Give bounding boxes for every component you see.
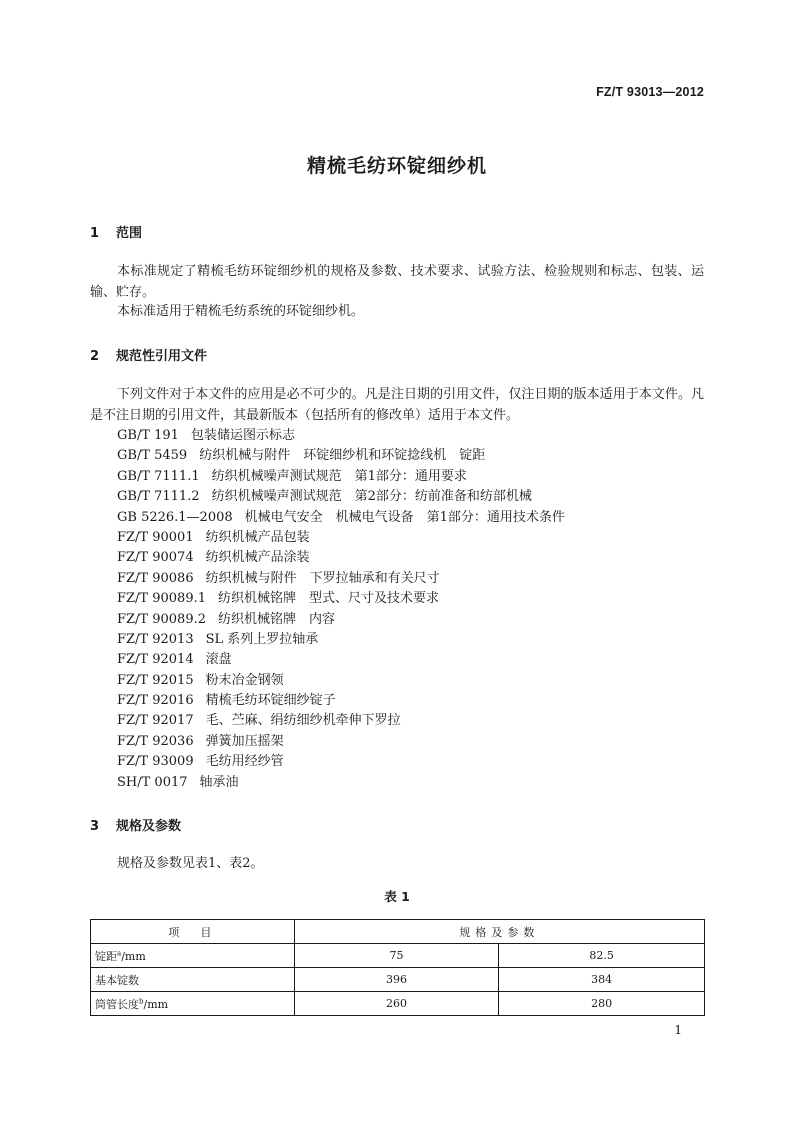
reference-title: 纺织机械铭牌 型式、尺寸及技术要求 [218,591,440,607]
reference-title: 包装储运图示标志 [190,428,295,443]
reference-code: FZ/T 90089.1 [117,591,206,607]
reference-item [117,426,565,446]
row-label-cell [91,992,295,1016]
reference-item [117,671,565,691]
section-1-heading [90,222,142,241]
row-label: 基本锭数 [95,973,139,987]
reference-item [117,752,565,772]
reference-title: 毛纺用经纱管 [205,754,284,770]
reference-title: 纺织机械产品包装 [205,529,310,545]
reference-title: 纺织机械产品涂装 [205,550,310,566]
table-caption: 表 1 [384,889,410,904]
reference-code: FZ/T 92013 [117,631,194,647]
reference-title: 纺织机械与附件 下罗拉轴承和有关尺寸 [205,570,440,586]
footnote-marker: a [117,948,122,957]
reference-item [117,528,565,548]
row-unit: /mm [121,949,146,963]
reference-title: 轴承油 [199,774,239,790]
value-cell: 82.5 [499,944,705,968]
reference-code: GB/T 5459 [117,448,188,464]
section-number: 2 [90,349,100,364]
reference-item [117,487,565,507]
reference-item [117,773,565,793]
standard-number: FZ/T 93013—2012 [596,85,704,99]
reference-item [117,589,565,609]
row-label: 锭距 [95,949,117,963]
references-intro: 下列文件对于本文件的应用是必不可少的。凡是注日期的引用文件，仅注日期的版本适用于本文件。凡是不注日期的引用文件，其最新版本（包括所有的修改单）适用于本文件。 [90,387,704,423]
reference-code: FZ/T 93009 [117,754,194,770]
reference-code: FZ/T 92036 [117,733,194,749]
col-header-item: 项 目 [91,920,295,944]
value-cell: 384 [499,968,705,992]
reference-code: FZ/T 90074 [117,550,194,566]
reference-code: GB/T 7111.2 [117,489,200,505]
reference-item [117,610,565,630]
value-cell: 396 [294,968,499,992]
reference-item [117,732,565,752]
table-row [91,992,705,1016]
value-cell: 260 [294,992,499,1016]
value-cell: 75 [294,944,499,968]
reference-code: GB/T 191 [117,428,179,443]
reference-item [117,630,565,650]
reference-code: FZ/T 92016 [117,693,194,709]
reference-item [117,650,565,670]
footnote-marker: b [139,996,144,1005]
page-number: 1 [674,1023,682,1037]
reference-title: 机械电气安全 机械电气设备 第1部分：通用技术条件 [244,509,565,525]
section-3-heading [90,815,181,834]
reference-title: 纺织机械噪声测试规范 第2部分：纺前准备和纺部机械 [211,489,532,505]
row-unit: /mm [143,997,169,1011]
reference-title: 精梳毛纺环锭细纱锭子 [205,693,336,709]
reference-code: FZ/T 90001 [117,529,194,545]
reference-item [117,569,565,589]
reference-code: FZ/T 90086 [117,570,194,586]
reference-code: FZ/T 90089.2 [117,611,206,627]
section-title: 规范性引用文件 [116,349,208,364]
col-header-params: 规格及参数 [294,920,704,944]
reference-title: 滚盘 [205,652,232,668]
table-header-row [91,920,705,944]
reference-item [117,467,565,487]
spec-paragraph: 规格及参数见表1、表2。 [117,856,264,871]
section-title: 范围 [116,226,143,241]
spec-table [90,919,705,1016]
reference-item [117,711,565,731]
section-number: 1 [90,226,100,241]
table-row [91,944,705,968]
section-number: 3 [90,819,100,834]
reference-code: GB/T 7111.1 [117,468,200,484]
row-label-cell [91,944,295,968]
reference-item [117,446,565,466]
scope-paragraph-1: 本标准规定了精梳毛纺环锭细纱机的规格及参数、技术要求、试验方法、检验规则和标志、包装、运输、贮存。 [90,264,704,300]
document-title: 精梳毛纺环锭细纱机 [306,155,487,177]
table-row [91,968,705,992]
value-cell: 280 [499,992,705,1016]
reference-code: SH/T 0017 [117,774,188,790]
reference-title: 毛、苎麻、绢纺细纱机牵伸下罗拉 [205,713,401,729]
reference-title: 纺织机械与附件 环锭细纱机和环锭捻线机 锭距 [199,448,486,464]
reference-item [117,691,565,711]
reference-code: GB 5226.1—2008 [117,509,233,525]
reference-item [117,548,565,568]
reference-list [117,426,565,793]
reference-code: FZ/T 92015 [117,672,194,688]
reference-title: SL 系列上罗拉轴承 [205,631,319,647]
reference-title: 纺织机械噪声测试规范 第1部分：通用要求 [211,468,467,484]
section-2-heading [90,345,207,364]
row-label-cell [91,968,295,992]
row-label: 筒管长度 [95,997,139,1011]
reference-item [117,508,565,528]
reference-code: FZ/T 92017 [117,713,194,729]
reference-code: FZ/T 92014 [117,652,194,668]
section-title: 规格及参数 [116,819,182,834]
reference-title: 弹簧加压摇架 [205,733,284,749]
scope-paragraph-2: 本标准适用于精梳毛纺系统的环锭细纱机。 [117,304,365,319]
reference-title: 粉末冶金钢领 [205,672,284,688]
reference-title: 纺织机械铭牌 内容 [218,611,336,627]
